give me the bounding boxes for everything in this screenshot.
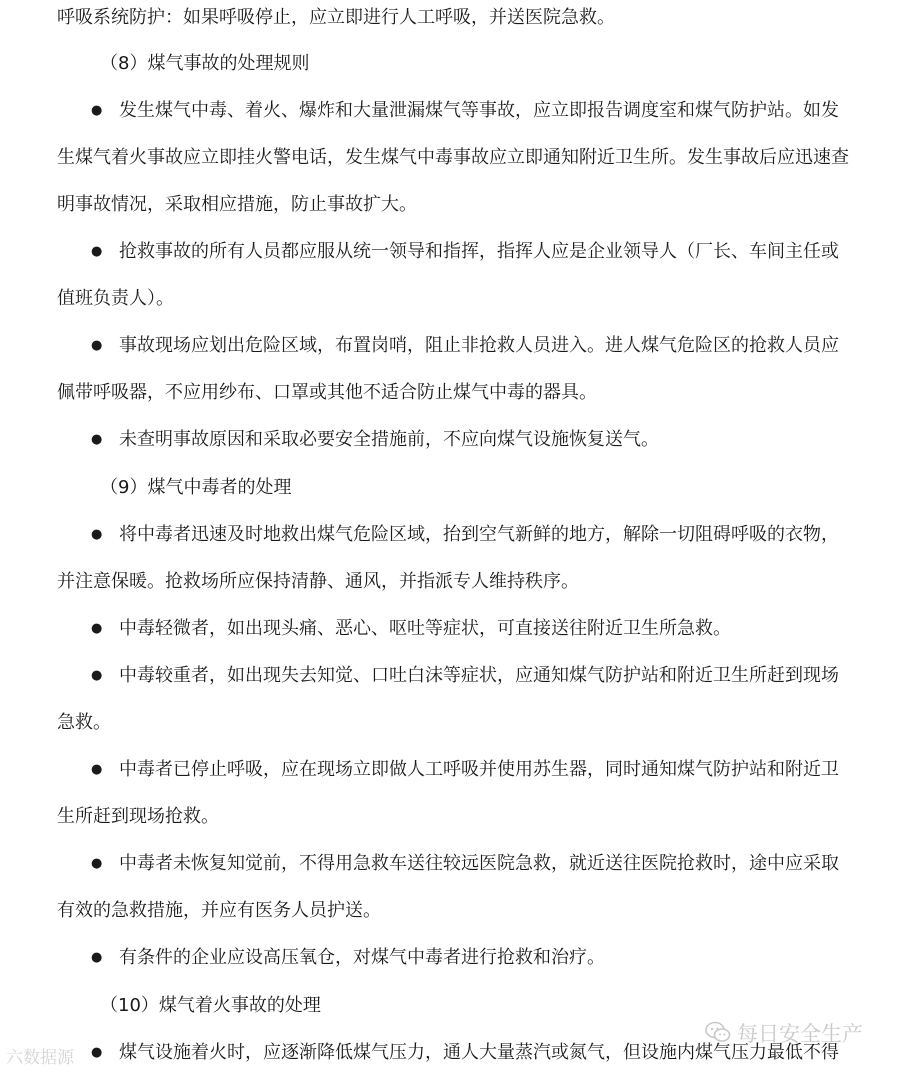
- bullet-10-line-1: ● 有条件的企业应设高压氧仓，对煤气中毒者进行抢救和治疗。: [119, 946, 605, 970]
- wechat-icon: [705, 1021, 731, 1049]
- paragraph-respiratory: 呼吸系统防护：如果呼吸停止，应立即进行人工呼吸，并送医院急救。: [57, 7, 615, 28]
- bullet-6-line-1: ● 中毒轻微者，如出现头痛、恶心、呕吐等症状，可直接送往附近卫生所急救。: [119, 617, 731, 641]
- watermark-account: [705, 1021, 863, 1049]
- bullet-3-line-2: 佩带呼吸器，不应用纱布、口罩或其他不适合防止煤气中毒的器具。: [57, 382, 597, 403]
- bullet-2-line-2: 值班负责人）。: [57, 288, 174, 309]
- section-heading-8: （8）煤气事故的处理规则: [100, 53, 310, 74]
- watermark-source: 六数据源: [6, 1048, 74, 1068]
- bullet-1-line-2: 生煤气着火事故应立即挂火警电话，发生煤气中毒事故应立即通知附近卫生所。发生事故后应迅速查: [57, 147, 849, 168]
- bullet-4-line-1: ● 未查明事故原因和采取必要安全措施前，不应向煤气设施恢复送气。: [119, 428, 659, 452]
- section-heading-10: （10）煤气着火事故的处理: [100, 995, 321, 1016]
- bullet-9-line-1: ● 中毒者未恢复知觉前，不得用急救车送往较远医院急救，就近送往医院抢救时，途中应采取: [119, 852, 839, 876]
- bullet-5-line-2: 并注意保暖。抢救场所应保持清静、通风，并指派专人维持秩序。: [57, 571, 579, 592]
- bullet-3-line-1: ● 事故现场应划出危险区域，布置岗哨，阻止非抢救人员进入。进人煤气危险区的抢救人员应: [119, 334, 839, 358]
- watermark-account-label: 每日安全生产: [737, 1022, 863, 1046]
- bullet-7-line-1: ● 中毒较重者，如出现失去知觉、口吐白沫等症状，应通知煤气防护站和附近卫生所赶到现场: [119, 664, 839, 688]
- bullet-5-line-1: ● 将中毒者迅速及时地救出煤气危险区域，抬到空气新鲜的地方，解除一切阻碍呼吸的衣物，: [119, 523, 839, 547]
- bullet-8-line-2: 生所赶到现场抢救。: [57, 806, 219, 827]
- section-heading-9: （9）煤气中毒者的处理: [100, 477, 292, 498]
- bullet-8-line-1: ● 中毒者已停止呼吸，应在现场立即做人工呼吸并使用苏生器，同时通知煤气防护站和附近卫: [119, 758, 839, 782]
- bullet-9-line-2: 有效的急救措施，并应有医务人员护送。: [57, 900, 381, 921]
- bullet-1-line-3: 明事故情况，采取相应措施，防止事故扩大。: [57, 194, 417, 215]
- bullet-2-line-1: ● 抢救事故的所有人员都应服从统一领导和指挥，指挥人应是企业领导人（厂长、车间主任或: [119, 240, 839, 264]
- bullet-11-line-1: ● 煤气设施着火时，应逐渐降低煤气压力，通人大量蒸汽或氮气，但设施内煤气压力最低不得: [119, 1041, 839, 1065]
- bullet-7-line-2: 急救。: [57, 712, 111, 733]
- bullet-1-line-1: ● 发生煤气中毒、着火、爆炸和大量泄漏煤气等事故，应立即报告调度室和煤气防护站。如发: [119, 99, 839, 123]
